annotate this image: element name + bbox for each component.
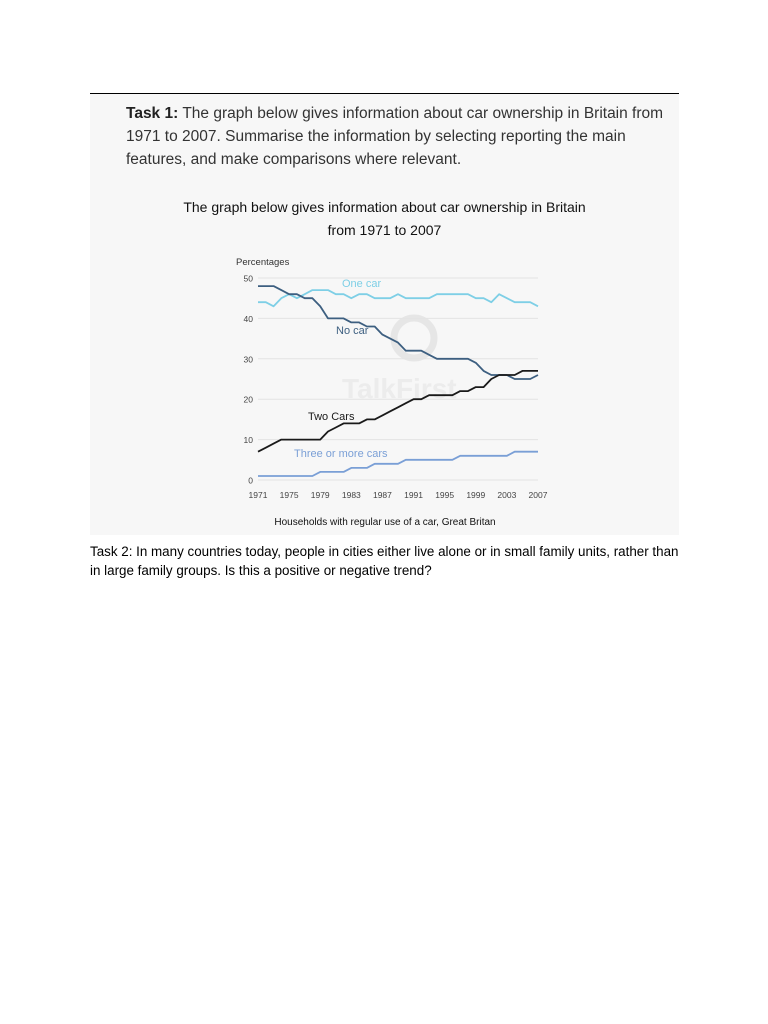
series-label: One car: [342, 278, 382, 290]
series-label: Two Cars: [308, 411, 355, 423]
x-tick-label: 1987: [372, 490, 392, 500]
y-tick-label: 50: [243, 273, 253, 284]
chart-title-line1: The graph below gives information about car ownership in Britain: [183, 199, 586, 215]
x-tick-label: 1971: [248, 490, 268, 500]
x-tick-label: 2003: [497, 490, 517, 500]
task1-text: The graph below gives information about car ownership in Britain from 1971 to 2007. Summarise the information by selecting reporting the main features, and make comparisons where relevant.: [126, 105, 664, 168]
watermark-circle: [394, 318, 434, 358]
series-line: [258, 290, 538, 306]
x-tick-label: 1975: [279, 490, 299, 500]
y-tick-label: 20: [243, 394, 253, 405]
car-ownership-chart: [90, 94, 679, 535]
y-tick-label: 40: [243, 313, 253, 324]
x-tick-label: 1991: [404, 490, 424, 500]
series-label: No car: [336, 325, 369, 337]
chart-title-line2: from 1971 to 2007: [327, 222, 442, 238]
x-tick-label: 1999: [466, 490, 486, 500]
y-tick-label: 30: [243, 354, 253, 365]
x-tick-label: 1979: [310, 490, 330, 500]
y-axis-title: Percentages: [236, 257, 290, 268]
task1-image: [90, 94, 679, 535]
y-tick-label: 10: [243, 435, 253, 446]
x-tick-label: 1995: [435, 490, 455, 500]
x-tick-label: 2007: [528, 490, 548, 500]
task1-label: Task 1:: [126, 105, 179, 122]
y-tick-label: 0: [248, 475, 253, 486]
chart-labels: [294, 278, 388, 460]
x-axis-title: Households with regular use of a car, Great Britan: [274, 517, 496, 528]
series-label: Three or more cars: [294, 448, 388, 460]
watermark-text: TalkFirst: [342, 373, 457, 404]
x-tick-label: 1983: [341, 490, 361, 500]
task2-prompt: Task 2: In many countries today, people in cities either live alone or in small family units, rather than in large family groups. Is this a positive or negative trend?: [90, 544, 679, 578]
